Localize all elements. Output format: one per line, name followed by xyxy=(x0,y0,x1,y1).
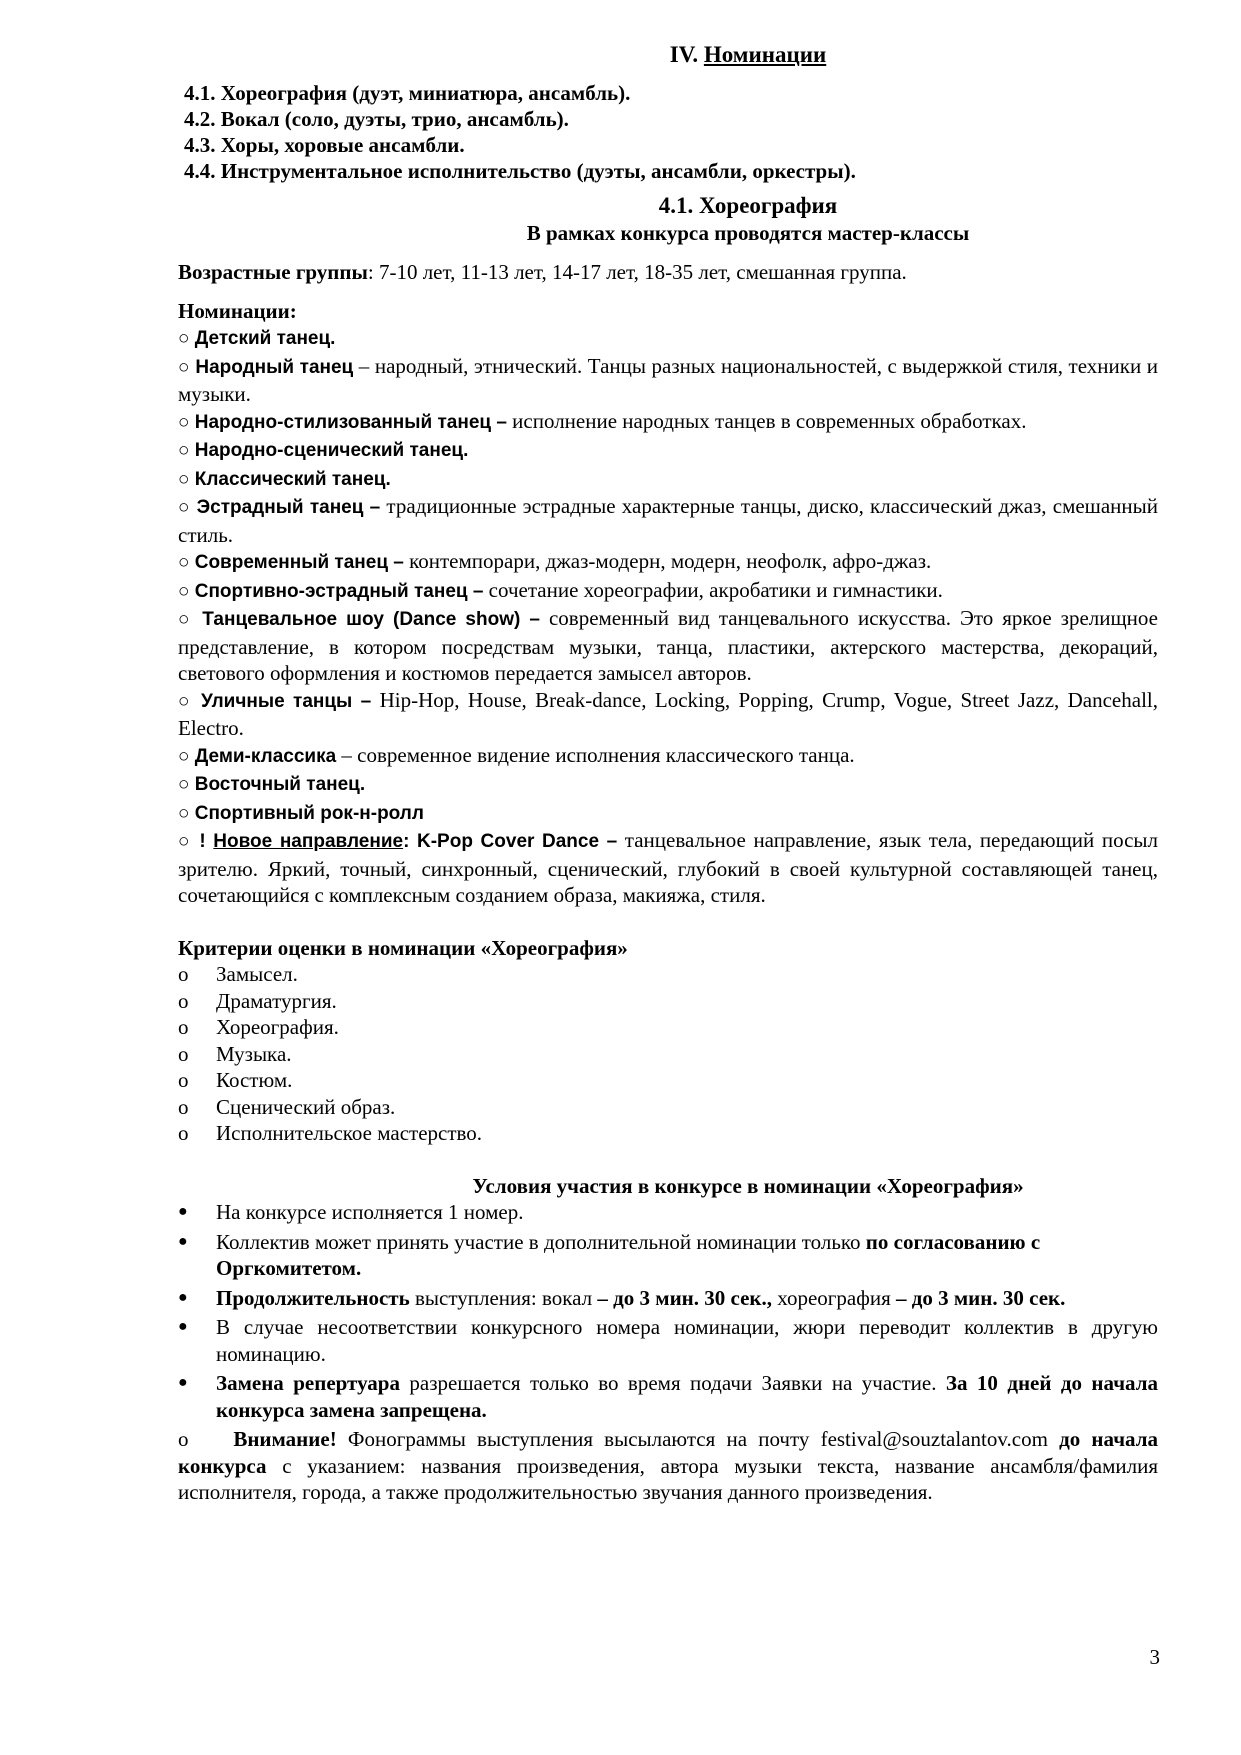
bullet-marker: ● xyxy=(178,1318,188,1335)
condition-text xyxy=(216,1370,1158,1423)
section-title xyxy=(178,40,1158,70)
age-groups-label: Возрастные группы xyxy=(178,260,368,284)
attention-text: Фонограммы выступления высылаются на почту festival@souztalantov.com xyxy=(336,1427,1060,1451)
condition-text-bold: по согласованию с Оргкомитетом. xyxy=(216,1229,1041,1280)
criteria-text: Музыка. xyxy=(216,1041,292,1066)
list-item xyxy=(178,770,1158,799)
section-roman: IV. xyxy=(669,42,699,67)
condition-item xyxy=(178,1285,1158,1312)
item-text: традиционные эстрадные характерные танцы, диско, классический джаз, смешанный стиль. xyxy=(178,494,1158,547)
item-text: – современное видение исполнения классического танца. xyxy=(336,742,855,767)
item-name: Современный танец – xyxy=(194,552,404,573)
condition-item xyxy=(178,1229,1158,1282)
item-text: Hip-Hop, House, Break-dance, Locking, Popping, Crump, Vogue, Street Jazz, Dancehall, Electro. xyxy=(178,687,1158,740)
condition-text-part: Коллектив может принять участие в дополнительной номинации только xyxy=(216,1229,866,1254)
list-item xyxy=(178,353,1158,408)
bullet-marker: o xyxy=(178,1041,189,1066)
criteria-text: Костюм. xyxy=(216,1068,293,1092)
condition-text-bold: – до 3 мин. 30 сек., xyxy=(597,1285,773,1310)
criteria-item xyxy=(178,1041,1158,1068)
item-name: Спортивно-эстрадный танец – xyxy=(194,580,484,602)
list-item xyxy=(178,799,1158,828)
section-title-text: Номинации xyxy=(703,42,827,67)
item-name: Уличные танцы – xyxy=(200,690,372,712)
age-groups xyxy=(178,259,1158,286)
choreography-subtitle: В рамках конкурса проводятся мастер-классы xyxy=(526,221,970,245)
bullet-marker: o xyxy=(178,1015,189,1039)
attention-text-end: с указанием: названия произведения, автора музыки текста, название ансамбля/фамилия исполнителя, города, а также продолжительностью звучания данного произведения. xyxy=(178,1453,1158,1504)
item-name: Детский танец. xyxy=(194,328,336,349)
circle-marker: ○ xyxy=(178,774,190,795)
condition-text xyxy=(216,1229,1158,1282)
circle-marker: ○ xyxy=(178,690,193,712)
nomination-item: 4.4. Инструментальное исполнительство (дуэты, ансамбли, оркестры). xyxy=(184,159,856,183)
criteria-item xyxy=(178,1067,1158,1094)
bullet-marker: o xyxy=(178,988,189,1013)
item-name: Восточный танец. xyxy=(194,774,366,795)
bullet-marker: ● xyxy=(178,1232,188,1250)
condition-text-part: разрешается только во время подачи Заявки на участие. xyxy=(400,1371,946,1395)
circle-marker: ○ xyxy=(178,831,192,852)
list-item xyxy=(178,436,1158,465)
item-text: – народный, этнический. Танцы разных национальностей, с выдержкой стиля, техники и музыки. xyxy=(178,353,1158,406)
item-text: контемпорари, джаз-модерн, модерн, неофолк, афро-джаз. xyxy=(403,549,932,573)
criteria-item xyxy=(178,1014,1158,1041)
criteria-text: Сценический образ. xyxy=(216,1094,396,1119)
condition-text-part: хореография xyxy=(772,1285,896,1310)
criteria-item xyxy=(178,1094,1158,1121)
item-name: Народный танец xyxy=(195,356,354,378)
circle-marker: ○ xyxy=(178,411,190,433)
list-item xyxy=(178,687,1158,742)
attention-label: Внимание! xyxy=(233,1427,337,1451)
new-direction-label: Новое направление xyxy=(213,831,404,852)
condition-text-bold: Продолжительность xyxy=(216,1285,410,1310)
conditions-list xyxy=(178,1199,1158,1423)
nomination-item: 4.1. Хореография (дуэт, миниатюра, ансамбль). xyxy=(184,81,631,105)
condition-item xyxy=(178,1370,1158,1423)
list-item-new-direction xyxy=(178,827,1158,909)
circle-marker: ○ xyxy=(178,580,190,602)
list-item xyxy=(178,465,1158,494)
circle-marker: ○ xyxy=(178,609,194,630)
criteria-text: Драматургия. xyxy=(216,988,337,1013)
circle-marker: ○ xyxy=(178,745,190,767)
bullet-marker: ● xyxy=(178,1288,188,1306)
item-text: исполнение народных танцев в современных обработках. xyxy=(506,408,1027,433)
criteria-text: Хореография. xyxy=(216,1015,339,1039)
criteria-text: Замысел. xyxy=(216,962,298,986)
criteria-list xyxy=(178,961,1158,1147)
list-item xyxy=(178,742,1158,771)
circle-marker: ○ xyxy=(178,802,190,824)
condition-text: На конкурсе исполняется 1 номер. xyxy=(216,1200,524,1224)
attention-marker: o xyxy=(178,1427,189,1451)
bullet-marker: ● xyxy=(178,1203,188,1220)
attention-paragraph xyxy=(178,1426,1158,1506)
item-name: Спортивный рок-н-ролл xyxy=(194,802,424,824)
bullet-marker: o xyxy=(178,1094,189,1119)
circle-marker: ○ xyxy=(178,440,190,461)
bullet-marker: o xyxy=(178,962,189,986)
nominations-list xyxy=(184,80,1158,184)
bullet-marker: o xyxy=(178,1121,189,1145)
list-item xyxy=(178,493,1158,548)
item-name: Деми-классика xyxy=(194,745,337,767)
condition-item xyxy=(178,1199,1158,1226)
item-text: танцевальное направление, язык тела, передающий посыл зрителю. Яркий, точный, синхронный, сценический, глубокий в своей культурной составляющей танец, сочетающийся с комплексным созданием образа, макияжа, стиля. xyxy=(178,828,1159,907)
choreography-title: 4.1. Хореография xyxy=(658,193,838,218)
item-name: Народно-стилизованный танец – xyxy=(194,411,507,433)
circle-marker: ○ xyxy=(178,468,190,490)
item-text: сочетание хореографии, акробатики и гимнастики. xyxy=(483,577,943,602)
age-groups-text: : 7-10 лет, 11-13 лет, 14-17 лет, 18-35 лет, смешанная группа. xyxy=(367,260,907,284)
page-number: 3 xyxy=(1149,1645,1160,1669)
circle-marker: ○ xyxy=(178,552,190,573)
criteria-text: Исполнительское мастерство. xyxy=(216,1121,483,1145)
bullet-marker: ● xyxy=(178,1374,188,1391)
item-text: современный вид танцевального искусства. Это яркое зрелищное представление, в котором посредствам музыки, танца, пластики, актерского мастерства, декораций, светового оформления и костюмов передается замысел авторов. xyxy=(178,606,1158,685)
criteria-title: Критерии оценки в номинации «Хореография» xyxy=(178,935,628,960)
page-content xyxy=(178,40,1158,1506)
list-item xyxy=(178,605,1158,687)
bullet-marker: o xyxy=(178,1068,189,1092)
list-item xyxy=(178,577,1158,606)
item-name: Эстрадный танец – xyxy=(196,497,381,518)
item-name: : K-Pop Cover Dance – xyxy=(403,831,618,852)
nomination-item: 4.2. Вокал (соло, дуэты, трио, ансамбль). xyxy=(184,107,569,131)
list-item xyxy=(178,408,1158,437)
choreo-nominations xyxy=(178,324,1158,909)
item-name: Классический танец. xyxy=(194,468,391,490)
circle-marker: ○ xyxy=(178,328,190,349)
condition-text xyxy=(216,1285,1158,1312)
nominations-heading: Номинации: xyxy=(178,298,297,323)
condition-text-part: выступления: вокал xyxy=(409,1285,598,1310)
criteria-item xyxy=(178,1120,1158,1147)
condition-text-bold: Замена репертуара xyxy=(216,1371,400,1395)
circle-marker: ○ xyxy=(178,356,190,378)
attention-text-bold: до начала конкурса xyxy=(178,1427,1159,1478)
item-name: Народно-сценический танец. xyxy=(194,440,469,461)
list-item xyxy=(178,548,1158,577)
item-name: Танцевальное шоу (Dance show) – xyxy=(202,609,540,630)
nomination-item: 4.3. Хоры, хоровые ансамбли. xyxy=(184,133,465,157)
condition-text-bold: – до 3 мин. 30 сек. xyxy=(895,1285,1066,1310)
condition-item xyxy=(178,1314,1158,1367)
list-item xyxy=(178,324,1158,353)
conditions-title: Условия участия в конкурсе в номинации «Хореография» xyxy=(472,1173,1024,1198)
condition-text: В случае несоответствии конкурсного номера номинации, жюри переводит коллектив в другую номинацию. xyxy=(216,1315,1158,1366)
criteria-item xyxy=(178,988,1158,1015)
condition-text-bold: За 10 дней до начала конкурса замена запрещена. xyxy=(216,1371,1158,1422)
circle-marker: ○ xyxy=(178,497,191,518)
exclamation-mark: ! xyxy=(199,831,206,852)
criteria-item xyxy=(178,961,1158,988)
